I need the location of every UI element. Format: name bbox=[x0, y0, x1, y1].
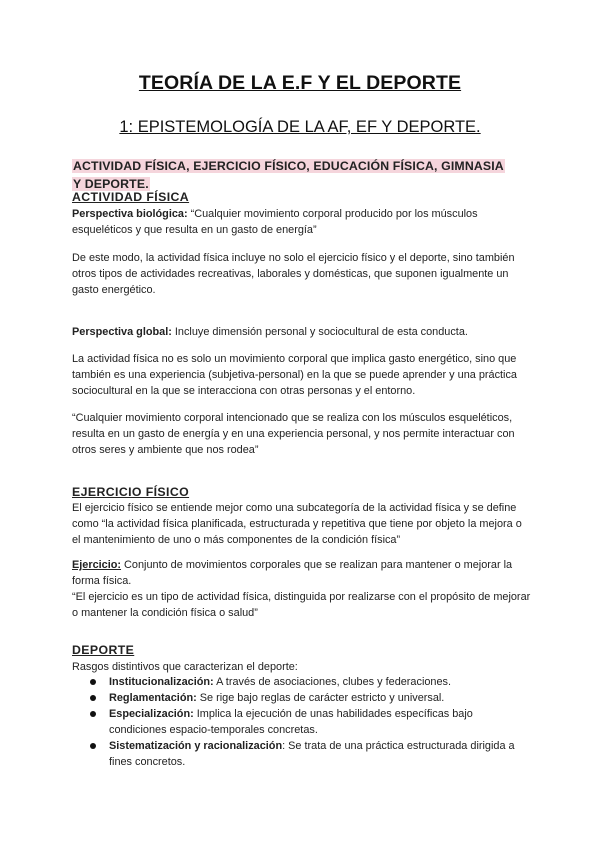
list-item-label: Reglamentación: bbox=[109, 692, 197, 704]
bullet-icon bbox=[90, 695, 96, 701]
label-ejercicio: Ejercicio: bbox=[72, 559, 122, 571]
highlighted-heading-block bbox=[72, 157, 512, 193]
paragraph-deporte-intro: Rasgos distintivos que caracterizan el deporte: bbox=[72, 661, 298, 673]
list-item bbox=[72, 706, 532, 738]
text-perspectiva-global: Incluye dimensión personal y sociocultural de esta conducta. bbox=[171, 326, 468, 338]
list-item-text: Se rige bajo reglas de carácter estricto y universal. bbox=[196, 692, 445, 704]
paragraph-perspectiva-global bbox=[72, 324, 532, 340]
text-ejercicio: Conjunto de movimientos corporales que se realizan para mantener o mejorar la forma física. bbox=[72, 559, 513, 587]
document-title: TEORÍA DE LA E.F Y EL DEPORTE bbox=[138, 72, 462, 94]
section-heading-actividad-fisica: ACTIVIDAD FÍSICA bbox=[72, 190, 190, 204]
text-perspectiva-biologica: “Cualquier movimiento corporal producido por los músculos esqueléticos y que resulta en un gasto de energía” bbox=[72, 208, 478, 236]
paragraph-perspectiva-biologica bbox=[72, 206, 532, 238]
quote-af: “Cualquier movimiento corporal intencionado que se realiza con los músculos esqueléticos, resulta en un gasto de energía y en una experiencia personal, y nos permite interactuar con otros seres y ambiente que nos rodea” bbox=[72, 412, 515, 456]
section-heading-deporte: DEPORTE bbox=[72, 643, 135, 657]
label-perspectiva-global: Perspectiva global: bbox=[72, 326, 172, 338]
list-item bbox=[72, 690, 532, 706]
bullet-icon bbox=[90, 743, 96, 749]
paragraph-ef-1: El ejercicio físico se entiende mejor como una subcategoría de la actividad física y se define como “la actividad física planificada, estructurada y repetitiva que tiene por objeto la mejora o el mantenimiento de uno o más componentes de la condición física” bbox=[72, 502, 522, 546]
highlighted-heading: ACTIVIDAD FÍSICA, EJERCICIO FÍSICO, EDUCACIÓN FÍSICA, GIMNASIA Y DEPORTE. bbox=[73, 159, 504, 191]
bullet-icon bbox=[90, 711, 96, 717]
quote-ejercicio: “El ejercicio es un tipo de actividad física, distinguida por realizarse con el propósito de mejorar o mantener la condición física o salud” bbox=[72, 591, 531, 619]
deporte-bullet-list bbox=[72, 674, 532, 770]
list-item-text: : Se trata de una práctica estructurada dirigida a fines concretos. bbox=[109, 740, 515, 768]
list-item-label: Sistematización y racionalización bbox=[109, 740, 283, 752]
list-item bbox=[72, 674, 532, 690]
list-item-text: Implica la ejecución de unas habilidades específicas bajo condiciones espacio-temporales concretas. bbox=[109, 708, 473, 736]
document-subtitle: 1: EPISTEMOLOGÍA DE LA AF, EF Y DEPORTE. bbox=[119, 118, 481, 136]
section-heading-ejercicio-fisico: EJERCICIO FÍSICO bbox=[72, 485, 190, 499]
list-item bbox=[72, 738, 532, 770]
label-perspectiva-biologica: Perspectiva biológica: bbox=[72, 208, 188, 220]
list-item-label: Institucionalización: bbox=[109, 676, 214, 688]
paragraph-af-2: La actividad física no es solo un movimiento corporal que implica gasto energético, sino que también es una experiencia (subjetiva-personal) en la que se puede aprender y una práctica sociocultural en la que se interacciona con otras personas y el entorno. bbox=[72, 353, 517, 397]
paragraph-ejercicio bbox=[72, 557, 532, 621]
list-item-text: A través de asociaciones, clubes y federaciones. bbox=[213, 676, 451, 688]
bullet-icon bbox=[90, 679, 96, 685]
paragraph-af-1: De este modo, la actividad física incluye no solo el ejercicio físico y el deporte, sino también otros tipos de actividades recreativas, laborales y domésticas, que suponen igualmente un gasto energético. bbox=[72, 252, 515, 296]
list-item-label: Especialización: bbox=[109, 708, 194, 720]
